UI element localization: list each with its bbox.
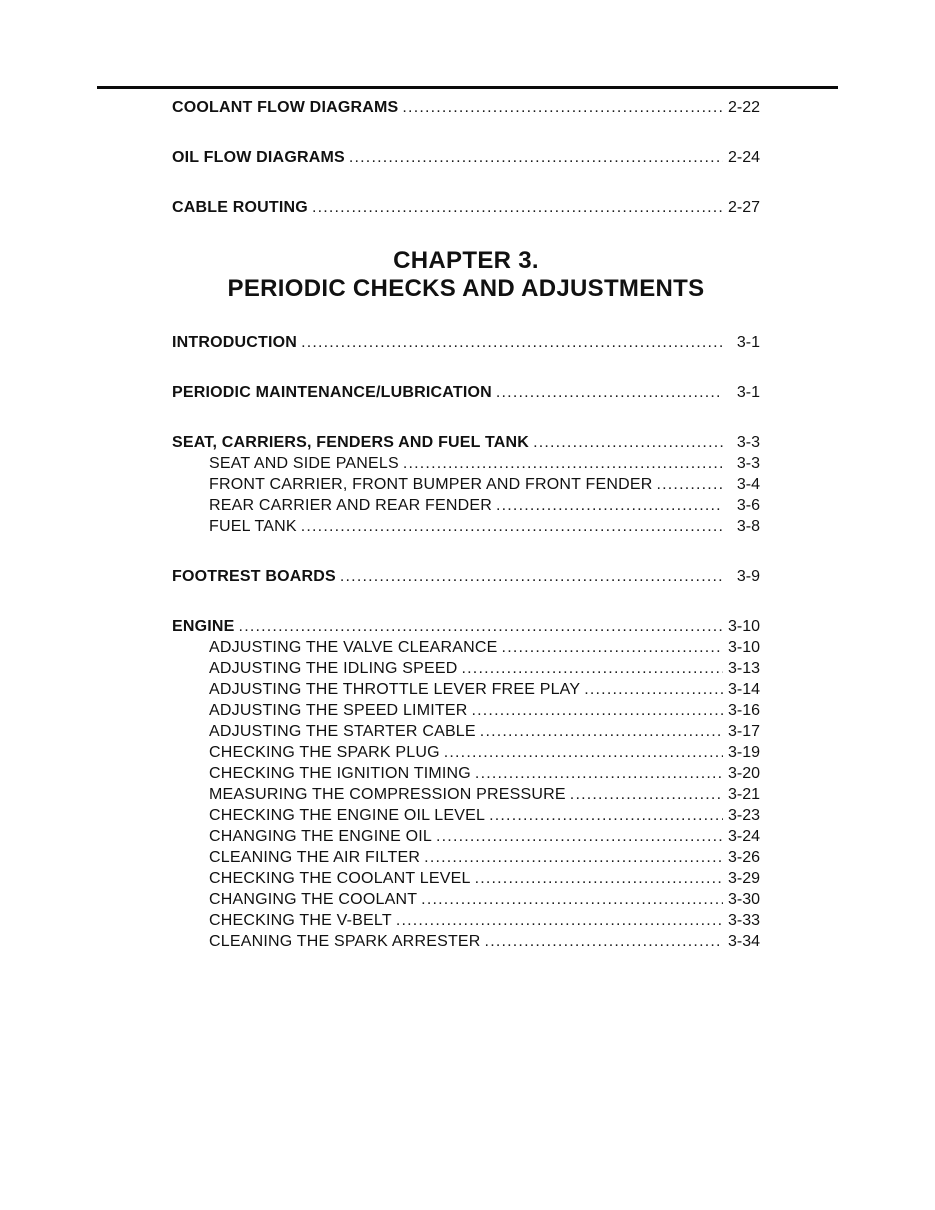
toc-entry-label: ADJUSTING THE VALVE CLEARANCE (209, 639, 498, 656)
toc-entry-page: 3-20 (727, 765, 760, 782)
toc-entry-page: 3-33 (727, 912, 760, 929)
toc-entry (172, 197, 760, 218)
toc-entry-label: INTRODUCTION (172, 334, 298, 351)
toc-entry (209, 784, 760, 805)
toc-entry (209, 868, 760, 889)
toc-entry-label: CABLE ROUTING (172, 199, 308, 216)
toc-entry-page: 3-3 (736, 455, 760, 472)
toc-entry-page: 2-27 (727, 199, 760, 216)
leader-dots (436, 826, 723, 847)
leader-dots (301, 332, 723, 353)
leader-dots (462, 658, 723, 679)
toc-entry-label: CHECKING THE SPARK PLUG (209, 744, 440, 761)
toc-entry (209, 721, 760, 742)
toc-entry-label: CLEANING THE AIR FILTER (209, 849, 421, 866)
leader-dots (396, 910, 723, 931)
toc-entry-label: SEAT AND SIDE PANELS (209, 455, 399, 472)
leader-dots (496, 382, 723, 403)
toc-entry-page: 3-10 (727, 618, 760, 635)
leader-dots (424, 847, 723, 868)
toc-entry (172, 97, 760, 118)
toc-entry-label: ADJUSTING THE STARTER CABLE (209, 723, 476, 740)
toc-entry (172, 147, 760, 168)
toc-entry-label: ADJUSTING THE IDLING SPEED (209, 660, 458, 677)
toc-entry (209, 495, 760, 516)
toc-entry-label: ADJUSTING THE SPEED LIMITER (209, 702, 468, 719)
toc-entry (209, 826, 760, 847)
leader-dots (475, 763, 723, 784)
leader-dots (444, 742, 723, 763)
chapter-title: PERIODIC CHECKS AND ADJUSTMENTS (227, 275, 705, 302)
toc-entry (172, 616, 760, 637)
toc-entry (172, 332, 760, 353)
toc-entry (209, 516, 760, 537)
toc-entry-page: 3-24 (727, 828, 760, 845)
toc-entry-page: 3-1 (736, 334, 760, 351)
toc-entry (172, 566, 760, 587)
toc-entry-label: CHECKING THE COOLANT LEVEL (209, 870, 471, 887)
chapter-heading (172, 247, 760, 303)
toc-entry-page: 3-8 (736, 518, 760, 535)
toc-entry-page: 3-30 (727, 891, 760, 908)
leader-dots (475, 868, 723, 889)
toc-entry (172, 432, 760, 453)
leader-dots (421, 889, 723, 910)
leader-dots (480, 721, 723, 742)
toc-entry-label: PERIODIC MAINTENANCE/LUBRICATION (172, 384, 492, 401)
toc-entry-label: CHECKING THE V-BELT (209, 912, 392, 929)
top-rule-divider (97, 86, 838, 89)
toc-entry-label: REAR CARRIER AND REAR FENDER (209, 497, 492, 514)
toc-entry-label: COOLANT FLOW DIAGRAMS (172, 99, 399, 116)
toc-entry-label: CHANGING THE ENGINE OIL (209, 828, 433, 845)
toc-entry (209, 700, 760, 721)
toc-entry-page: 3-21 (727, 786, 760, 803)
toc-entry-page: 3-17 (727, 723, 760, 740)
toc-entry (209, 805, 760, 826)
toc-entry-page: 2-24 (727, 149, 760, 166)
toc-entry-page: 3-9 (736, 568, 760, 585)
toc-entry-page: 3-10 (727, 639, 760, 656)
toc-entry (209, 453, 760, 474)
leader-dots (489, 805, 723, 826)
toc-entry-label: FOOTREST BOARDS (172, 568, 336, 585)
toc-entry-page: 3-29 (727, 870, 760, 887)
toc-entry (209, 637, 760, 658)
leader-dots (570, 784, 723, 805)
leader-dots (502, 637, 723, 658)
toc-entry (209, 889, 760, 910)
leader-dots (349, 147, 723, 168)
toc-entry-label: ADJUSTING THE THROTTLE LEVER FREE PLAY (209, 681, 581, 698)
toc-entry-page: 3-19 (727, 744, 760, 761)
leader-dots (485, 931, 723, 952)
leader-dots (402, 97, 723, 118)
leader-dots (239, 616, 723, 637)
toc-entry-label: CHECKING THE ENGINE OIL LEVEL (209, 807, 486, 824)
toc-entry (209, 742, 760, 763)
table-of-contents (172, 97, 760, 952)
toc-entry (172, 382, 760, 403)
leader-dots (657, 474, 724, 495)
toc-entry-page: 3-16 (727, 702, 760, 719)
toc-entry-page: 3-6 (736, 497, 760, 514)
toc-entry-page: 3-23 (727, 807, 760, 824)
leader-dots (340, 566, 723, 587)
toc-entry (209, 910, 760, 931)
toc-entry-label: OIL FLOW DIAGRAMS (172, 149, 345, 166)
toc-entry (209, 931, 760, 952)
leader-dots (312, 197, 723, 218)
toc-entry-label: CLEANING THE SPARK ARRESTER (209, 933, 481, 950)
toc-entry (209, 658, 760, 679)
leader-dots (584, 679, 723, 700)
toc-entry-label: CHECKING THE IGNITION TIMING (209, 765, 471, 782)
toc-entry-page: 3-4 (736, 476, 760, 493)
toc-entry-page: 2-22 (727, 99, 760, 116)
leader-dots (496, 495, 723, 516)
toc-entry-label: SEAT, CARRIERS, FENDERS AND FUEL TANK (172, 434, 530, 451)
toc-entry-page: 3-1 (736, 384, 760, 401)
leader-dots (301, 516, 723, 537)
toc-entry-page: 3-14 (727, 681, 760, 698)
toc-entry-page: 3-13 (727, 660, 760, 677)
toc-entry-label: ENGINE (172, 618, 235, 635)
toc-entry (209, 679, 760, 700)
toc-entry-label: FUEL TANK (209, 518, 297, 535)
toc-entry (209, 847, 760, 868)
toc-entry (209, 763, 760, 784)
toc-entry-page: 3-34 (727, 933, 760, 950)
leader-dots (403, 453, 723, 474)
leader-dots (533, 432, 723, 453)
toc-entry-page: 3-26 (727, 849, 760, 866)
toc-entry-label: FRONT CARRIER, FRONT BUMPER AND FRONT FENDER (209, 476, 653, 493)
toc-entry-page: 3-3 (736, 434, 760, 451)
chapter-number: CHAPTER 3. (393, 247, 539, 274)
leader-dots (471, 700, 723, 721)
toc-entry-label: CHANGING THE COOLANT (209, 891, 418, 908)
toc-entry-label: MEASURING THE COMPRESSION PRESSURE (209, 786, 566, 803)
toc-entry (209, 474, 760, 495)
